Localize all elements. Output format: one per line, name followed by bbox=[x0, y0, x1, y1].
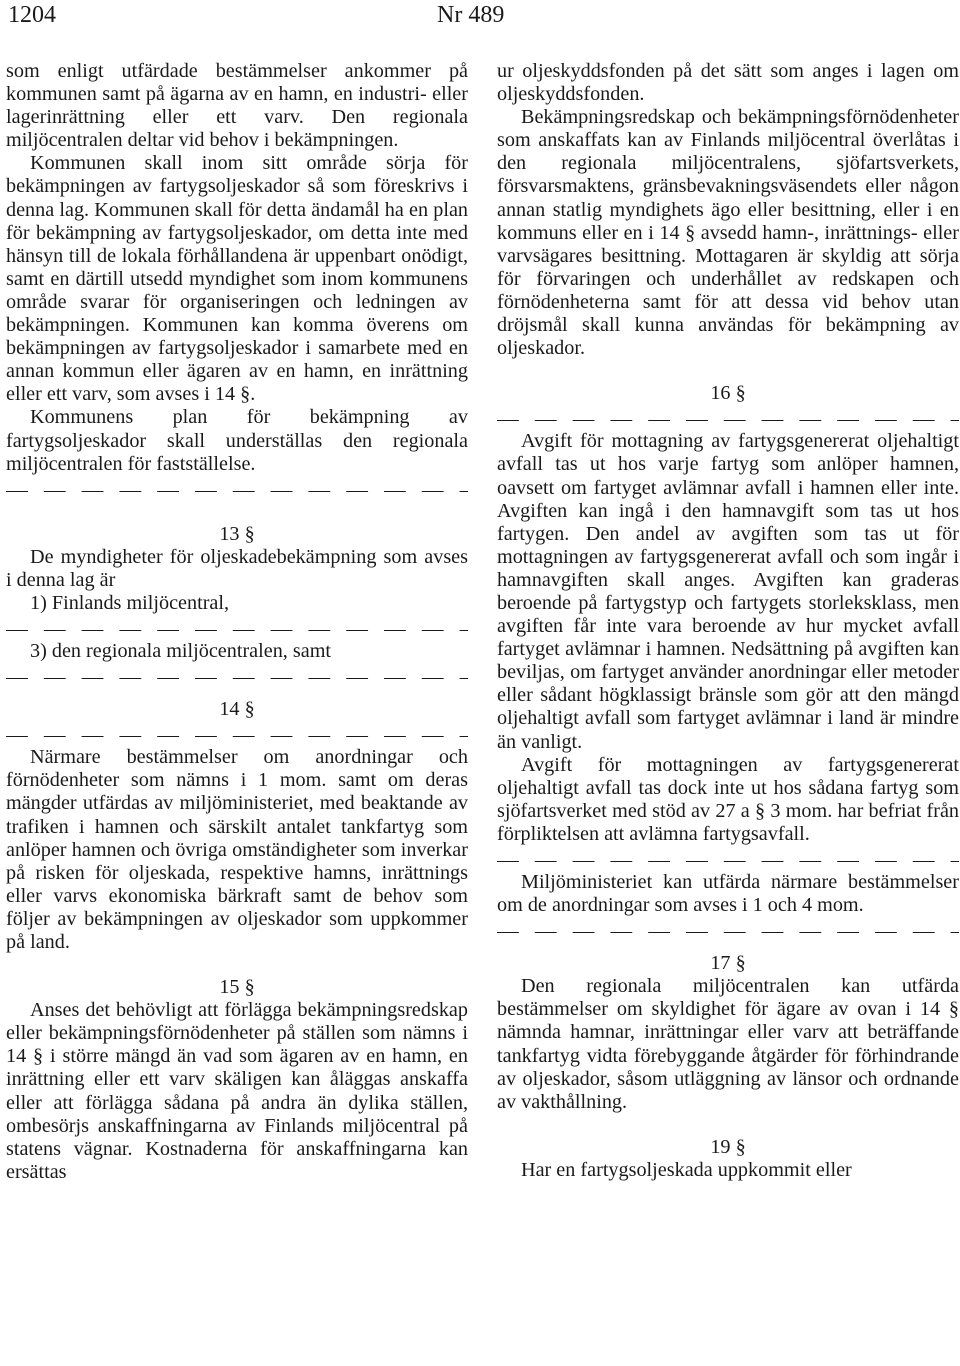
omission-dashes bbox=[497, 849, 959, 867]
paragraph: Avgift för mottagning av fartygsgenererat oljehaltigt avfall tas ut hos varje fartyg som anlöper hamnen, oavsett om fartyget avlämnar avfall i hamnen eller inte. Avgiften kan ingå i den hamnavgift som tas ut hos fartygen. Den andel av avgiften som tas ut för mottagningen av fartygsgenererat avfall och som ingår i hamnavgiften skall anges. Avgiften kan graderas beroende på fartygstyp och fartygets storleksklass, men avgiften får inte vara beroende av hur mycket avfall fartyget avlämnar i hamnen. Nedsättning på avgiften kan beviljas, om fartyget använder anordningar eller metoder eller sådant högklassigt bränsle som gör att den mängd oljehaltigt avfall som fartyget avlämnar i land är mindre än vanligt. bbox=[497, 430, 959, 753]
paragraph: De myndigheter för oljeskadebekämpning som avses i denna lag är bbox=[6, 545, 468, 591]
paragraph: som enligt utfärdade bestämmelser ankommer på kommunen samt på ägarna av en hamn, en industri- eller lagerinrättning eller ett varv. Den regionala miljöcentralen deltar vid behov i bekämpningen. bbox=[6, 60, 468, 152]
section-heading-13: 13 § bbox=[219, 522, 255, 545]
page-header bbox=[0, 0, 960, 40]
section-heading-16: 16 § bbox=[710, 382, 746, 405]
section-heading-15: 15 § bbox=[219, 976, 255, 999]
omission-dashes bbox=[497, 408, 959, 426]
omission-dashes bbox=[6, 666, 468, 684]
paragraph: Kommunen skall inom sitt område sörja för bekämpningen av fartygsoljeskador så som föreskrivs i denna lag. Kommunen skall för detta ändamål ha en plan för bekämpning av fartygsoljeskador, om detta inte med hänsyn till de lokala förhållandena är uppenbart onödigt, samt en därtill utsedd myndighet som inom kommunens område svarar för organiseringen och ledningen av bekämpningen. Kommunen kan komma överens om bekämpningen av fartygsoljeskador i samarbete med en annan kommun eller ägaren av en hamn, en inrättning eller ett varv, som avses i 14 §. bbox=[6, 152, 468, 406]
paragraph: Miljöministeriet kan utfärda närmare bestämmelser om de anordningar som avses i 1 och 4 mom. bbox=[497, 871, 959, 917]
paragraph: Den regionala miljöcentralen kan utfärda bestämmelser om skyldighet för ägare av ovan i 14 § nämnda hamnar, inrättningar eller varv att beträffande tankfartyg vidta förebyggande åtgärder för förhindrande av oljeskador, såsom utläggning av länsor och ordnande av vakthållning. bbox=[497, 975, 959, 1113]
page-number: 1204 bbox=[8, 2, 56, 28]
paragraph: Bekämpningsredskap och bekämpningsförnödenheter som anskaffats kan av Finlands miljöcentral överlåtas i den regionala miljöcentralens, sjöfartsverkets, försvarsmaktens, gränsbevakningsväsendets eller någon annan statlig myndighets ägo eller besittning, eller i en kommuns eller en i 14 § avsedd hamn-, inrättnings- eller varvsägares besittning. Mottagaren är skyldig att sörja för förvaringen och underhållet av redskapen och förnödenheterna samt för att dessa vid behov utan dröjsmål skall kunna användas för bekämpning av oljeskador. bbox=[497, 106, 959, 360]
omission-dashes bbox=[6, 724, 468, 742]
paragraph: Har en fartygsoljeskada uppkommit eller bbox=[521, 1158, 852, 1181]
section-heading-19: 19 § bbox=[710, 1135, 746, 1158]
right-column bbox=[497, 60, 959, 1182]
section-heading-17: 17 § bbox=[710, 952, 746, 975]
list-item: 3) den regionala miljöcentralen, samt bbox=[30, 640, 332, 663]
left-column bbox=[6, 60, 468, 1184]
section-heading-14: 14 § bbox=[219, 698, 255, 721]
omission-dashes bbox=[497, 920, 959, 938]
omission-dashes bbox=[6, 618, 468, 636]
paragraph: Anses det behövligt att förlägga bekämpningsredskap eller bekämpningsförnödenheter på ställen som nämns i 14 § i större mängd än vad som ägaren av en hamn, en inrättning eller ett varv skäligen kan åläggas anskaffa eller att förlägga sådana på andra än dylika ställen, ombesörjs anskaffningarna av Finlands miljöcentral på statens vägnar. Kostnaderna för anskaffningarna kan ersättas bbox=[6, 999, 468, 1183]
paragraph: Avgift för mottagningen av fartygsgenererat oljehaltigt avfall tas dock inte ut hos sådana fartyg som sjöfartsverket med stöd av 27 a § 3 mom. har befriat från förpliktelsen att avlämna fartygsavfall. bbox=[497, 753, 959, 845]
paragraph: Kommunens plan för bekämpning av fartygsoljeskador skall underställas den regionala miljöcentralen för fastställelse. bbox=[6, 406, 468, 475]
issue-number: Nr 489 bbox=[437, 2, 505, 28]
paragraph: Närmare bestämmelser om anordningar och förnödenheter som nämns i 1 mom. samt om deras mängder utfärdas av miljöministeriet, med beaktande av trafiken i hamnen och särskilt antalet tankfartyg som anlöper hamnen och övriga omständigheter som inverkar på risken för oljeskada, respektive hamns, inrättnings eller varvs ekonomiska bärkraft samt de behov som följer av bekämpningen av oljeskador som uppkommer på land. bbox=[6, 746, 468, 953]
omission-dashes bbox=[6, 479, 468, 497]
list-item: 1) Finlands miljöcentral, bbox=[30, 591, 230, 614]
paragraph: ur oljeskyddsfonden på det sätt som anges i lagen om oljeskyddsfonden. bbox=[497, 60, 959, 106]
